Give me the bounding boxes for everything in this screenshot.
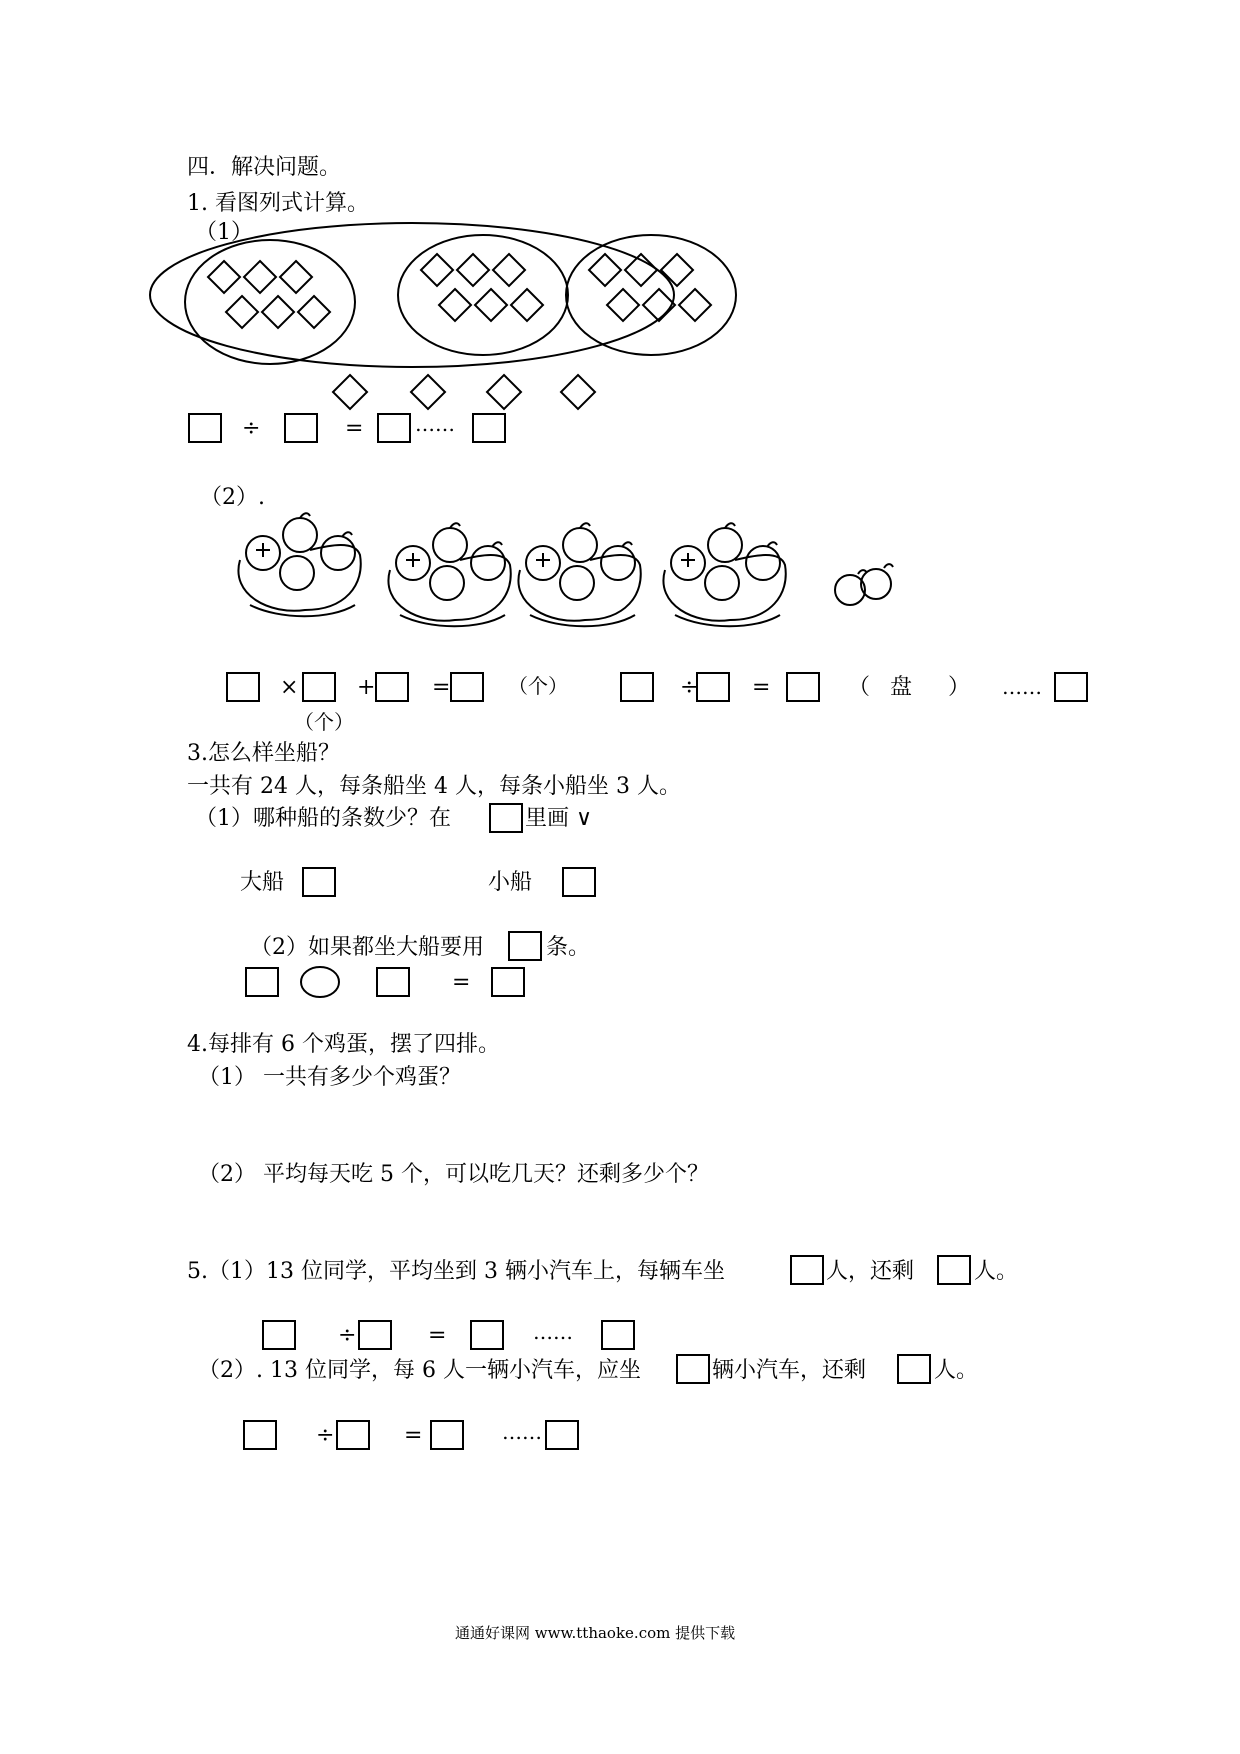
unit-below: （个）: [294, 710, 354, 734]
answer-box[interactable]: [262, 1320, 296, 1350]
answer-box[interactable]: [245, 967, 279, 997]
plate-1: [185, 240, 355, 364]
q3-part1-text: （1）哪种船的条数少？在: [195, 806, 451, 831]
plate-shape: [388, 555, 510, 621]
plate-shape: [536, 553, 550, 567]
plate-shape: [663, 555, 785, 621]
plate-shape: [681, 553, 695, 567]
apple-shape: [861, 569, 891, 599]
q5-part1-text: 5.（1）13 位同学，平均坐到 3 辆小汽车上，每辆车坐: [187, 1259, 725, 1284]
plate-shape: [884, 564, 893, 568]
diamond-shape: [439, 289, 471, 321]
q4-part1: （1） 一共有多少个鸡蛋？: [198, 1065, 461, 1090]
answer-box[interactable]: [790, 1255, 824, 1285]
answer-box-example: [489, 803, 523, 833]
q1-part2-label: （2）.: [200, 485, 265, 510]
diamond-shape: [457, 254, 489, 286]
answer-box[interactable]: [336, 1420, 370, 1450]
apple-shape: [835, 575, 865, 605]
diamond-shape: [475, 289, 507, 321]
plate-shape: [518, 555, 640, 621]
apple-shape: [708, 528, 742, 562]
apple-shape: [563, 528, 597, 562]
answer-box[interactable]: [696, 672, 730, 702]
diamond-shape: [625, 254, 657, 286]
answer-box[interactable]: [375, 672, 409, 702]
answer-box[interactable]: [226, 672, 260, 702]
apple-shape: [430, 566, 464, 600]
q4-title: 4.每排有 6 个鸡蛋，摆了四排。: [187, 1032, 500, 1057]
q3-part1-text-end: 里画 ∨: [525, 806, 593, 831]
answer-box[interactable]: [620, 672, 654, 702]
diamond-shape: [607, 289, 639, 321]
paren-left: （: [848, 675, 871, 700]
diamond-shape: [487, 375, 521, 409]
plate-shape: [300, 513, 310, 518]
answer-box[interactable]: [450, 672, 484, 702]
answer-box[interactable]: [601, 1320, 635, 1350]
remainder-dots: ……: [502, 1420, 542, 1444]
answer-box[interactable]: [376, 967, 410, 997]
big-boat-checkbox[interactable]: [302, 867, 336, 897]
q4-part2: （2） 平均每天吃 5 个，可以吃几天？还剩多少个？: [198, 1162, 709, 1187]
diamond-shape: [208, 261, 240, 293]
plate-shape: [725, 523, 735, 528]
unit-ge: （个）: [508, 674, 568, 698]
apple-shape: [433, 528, 467, 562]
plate-shape: [406, 553, 420, 567]
apple-shape: [280, 556, 314, 590]
answer-box[interactable]: [508, 931, 542, 961]
plate-shape: [492, 542, 502, 547]
apple-shape: [283, 518, 317, 552]
plus-sign: +: [357, 675, 376, 700]
answer-box[interactable]: [472, 413, 506, 443]
answer-box[interactable]: [243, 1420, 277, 1450]
diamond-shape: [411, 375, 445, 409]
div-sign: ÷: [680, 675, 699, 700]
answer-box[interactable]: [937, 1255, 971, 1285]
diamond-shape: [679, 289, 711, 321]
small-boat-label: 小船: [488, 870, 533, 895]
plate-shape: [342, 532, 352, 537]
q1-part1-label: （1）: [195, 220, 253, 245]
mul-sign: ×: [280, 675, 299, 700]
diamond-shape: [262, 296, 294, 328]
q5-part1-text-end: 人。: [974, 1259, 1019, 1284]
apple-plates-group: [238, 513, 893, 626]
plate-shape: [580, 523, 590, 528]
answer-box[interactable]: [897, 1354, 931, 1384]
diamond-shape: [661, 254, 693, 286]
plate-shape: [256, 543, 270, 557]
apple-shape: [471, 546, 505, 580]
q5-part2-text-end: 人。: [934, 1358, 979, 1383]
diamond-shape: [333, 375, 367, 409]
answer-box[interactable]: [430, 1420, 464, 1450]
operator-circle: [301, 967, 339, 997]
apple-shape: [746, 546, 780, 580]
plate-shape: [450, 523, 460, 528]
q5-part2-text: （2）. 13 位同学，每 6 人一辆小汽车，应坐: [198, 1358, 641, 1383]
remainder-dots: ……: [1002, 675, 1042, 699]
remainder-dots: ……: [533, 1320, 573, 1344]
unit-pan: 盘: [890, 675, 913, 700]
q3-part2-text: （2）如果都坐大船要用: [250, 935, 484, 960]
div-sign: ÷: [242, 416, 261, 441]
answer-box[interactable]: [188, 413, 222, 443]
plate-shape: [622, 542, 632, 547]
diamond-shape: [493, 254, 525, 286]
answer-box[interactable]: [676, 1354, 710, 1384]
diamond-shape: [589, 254, 621, 286]
answer-box[interactable]: [358, 1320, 392, 1350]
diamond-shape: [298, 296, 330, 328]
paren-right: ）: [948, 675, 971, 700]
plate-3: [566, 235, 736, 355]
small-boat-checkbox[interactable]: [562, 867, 596, 897]
diamond-shape: [280, 261, 312, 293]
apple-shape: [705, 566, 739, 600]
remainder-dots: ……: [415, 412, 455, 436]
eq-sign: =: [404, 1423, 423, 1448]
eq-sign: =: [752, 675, 771, 700]
apple-shape: [560, 566, 594, 600]
apple-shape: [321, 536, 355, 570]
answer-box[interactable]: [545, 1420, 579, 1450]
section-title: 四．解决问题。: [187, 155, 342, 180]
answer-box[interactable]: [284, 413, 318, 443]
eq-sign: =: [452, 970, 471, 995]
diamond-shape: [561, 375, 595, 409]
footer-text: 通通好课网 www.tthaoke.com 提供下载: [455, 1624, 736, 1642]
apple-shape: [601, 546, 635, 580]
diamond-shape: [244, 261, 276, 293]
eq-sign: =: [428, 1323, 447, 1348]
plate-shape: [767, 542, 777, 547]
big-oval: [150, 220, 674, 367]
div-sign: ÷: [316, 1423, 335, 1448]
answer-box[interactable]: [470, 1320, 504, 1350]
answer-box[interactable]: [302, 672, 336, 702]
q3-title: 3.怎么样坐船？: [187, 741, 340, 766]
answer-box[interactable]: [1054, 672, 1088, 702]
big-boat-label: 大船: [240, 870, 285, 895]
q3-part2-text-end: 条。: [546, 935, 591, 960]
answer-box[interactable]: [377, 413, 411, 443]
answer-box[interactable]: [786, 672, 820, 702]
q5-part2-text-mid: 辆小汽车，还剩: [712, 1358, 867, 1383]
eq-sign: =: [345, 416, 364, 441]
q1-title: 1. 看图列式计算。: [187, 191, 369, 216]
q5-part1-text-mid: 人，还剩: [826, 1259, 915, 1284]
diamond-shape: [511, 289, 543, 321]
diamond-shape: [643, 289, 675, 321]
diamond-shape: [421, 254, 453, 286]
eq-sign: =: [432, 675, 451, 700]
plate-2: [398, 235, 568, 355]
div-sign: ÷: [338, 1323, 357, 1348]
answer-box[interactable]: [491, 967, 525, 997]
q3-description: 一共有 24 人，每条船坐 4 人，每条小船坐 3 人。: [187, 774, 681, 799]
plate-shape: [238, 545, 360, 611]
diamond-shape: [226, 296, 258, 328]
